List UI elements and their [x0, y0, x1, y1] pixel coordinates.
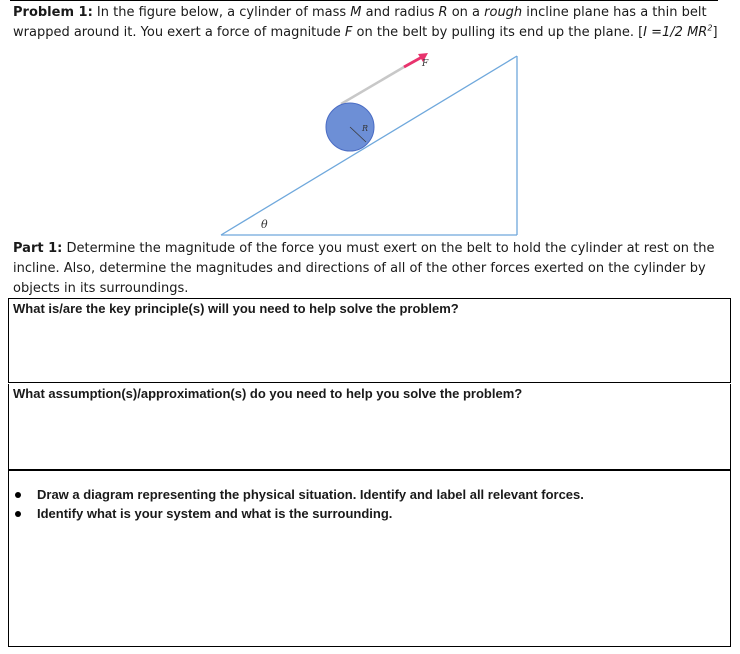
key-principles-box[interactable]: [8, 298, 731, 383]
assumptions-box[interactable]: [8, 384, 731, 470]
diagram-box[interactable]: [8, 470, 731, 647]
diagram-instructions: [9, 485, 730, 523]
part1-statement: [13, 239, 723, 299]
key-principles-question: What is/are the key principle(s) will you need to help solve the problem?: [13, 301, 459, 316]
incline-figure: [0, 0, 740, 240]
mass-symbol: M: [350, 5, 362, 20]
problem-text-c: on a: [447, 5, 485, 20]
assumptions-question: What assumption(s)/approximation(s) do you need to help you solve the problem?: [13, 386, 523, 401]
inertia-exponent: 2: [707, 23, 713, 33]
force-label: F: [422, 59, 429, 69]
system-instruction-text: Identify what is your system and what is the surrounding.: [37, 506, 393, 521]
problem-text-d: incline plane has a thin belt wrapped around it. You exert a force of magnitude: [13, 5, 707, 40]
list-item: [9, 485, 730, 504]
diagram-instruction-text: Draw a diagram representing the physical situation. Identify and label all relevant forces.: [37, 487, 584, 502]
list-item: [9, 504, 730, 523]
bullet-icon: [15, 492, 21, 498]
rough-word: rough: [484, 5, 523, 20]
radius-label: R: [362, 124, 369, 133]
problem-text-b: and radius: [361, 5, 439, 20]
problem-text-a: In the figure below, a cylinder of mass: [92, 5, 351, 20]
part1-label: Part 1:: [13, 241, 63, 256]
radius-symbol: R: [438, 5, 448, 20]
part1-text: Determine the magnitude of the force you must exert on the belt to hold the cylinder at rest on the incline. Also, determine the magnitudes and directions of all of the other forces exerted on the cylinder by objects in its surroundings.: [13, 241, 715, 296]
incline-surface: [221, 56, 517, 235]
problem-label: Problem 1:: [13, 5, 93, 20]
force-arrow: [404, 57, 422, 67]
angle-label: θ: [261, 218, 268, 231]
bullet-icon: [15, 511, 21, 517]
belt-line: [341, 67, 404, 104]
force-symbol: F: [344, 25, 353, 40]
problem-text-f: ]: [712, 25, 718, 40]
problem-text-e: on the belt by pulling its end up the plane. [: [352, 25, 644, 40]
inertia-formula-text: I =1/2 MR: [643, 25, 708, 40]
